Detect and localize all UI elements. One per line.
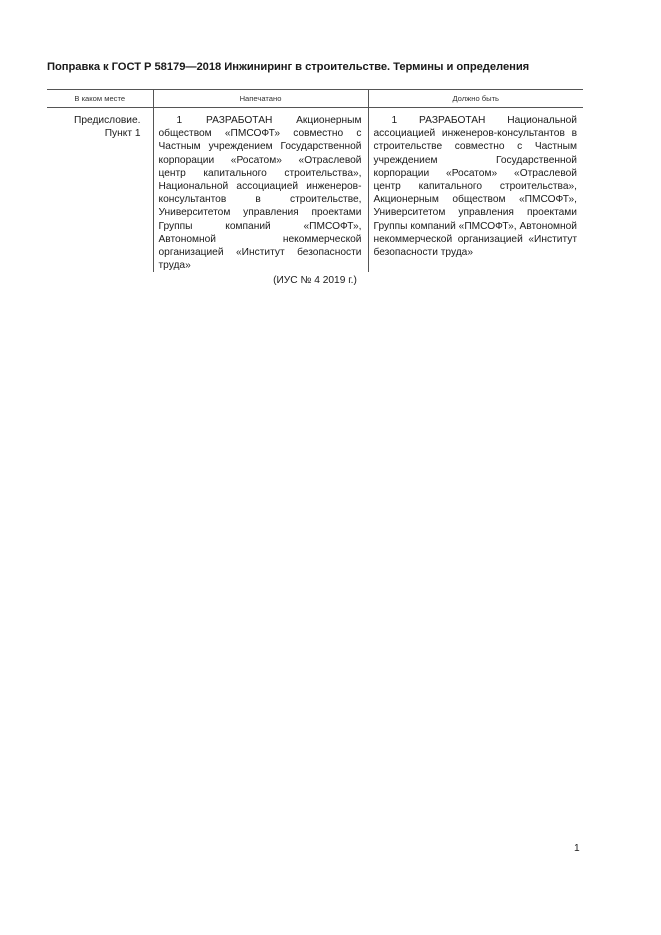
page-number: 1 (574, 843, 580, 854)
column-header-should-be: Должно быть (368, 90, 583, 108)
column-header-place: В каком месте (47, 90, 153, 108)
source-note: (ИУС № 4 2019 г.) (273, 275, 357, 286)
place-line-1: Предисловие. (74, 115, 141, 126)
cell-place (47, 108, 153, 273)
page-title: Поправка к ГОСТ Р 58179—2018 Инжиниринг в строительстве. Термины и определения (47, 61, 530, 73)
should-be-text: 1 РАЗРАБОТАН Национальной ассоциацией инженеров-консультантов в строительстве совместно с Частным учреждением Государственной корпорации «Росатом» «Отраслевой центр капитального строительства», Акционерным обществом «ПМСОФТ», Университетом управления проектами Группы компаний «ПМСОФТ», Автономной некоммерческой организацией «Институт безопасности труда» (373, 115, 577, 259)
cell-printed (153, 108, 368, 273)
cell-should-be (368, 108, 583, 273)
correction-table (47, 89, 583, 272)
table-row (47, 108, 583, 273)
printed-text: 1 РАЗРАБОТАН Акционерным обществом «ПМСОФТ» совместно с Частным учреждением Государственной корпорации «Росатом» «Отраслевой центр капитального строительства», Национальной ассоциацией инженеров-консультантов в строительстве, Университетом управления проектами Группы компаний «ПМСОФТ», Автономной некоммерческой организацией «Институт безопасности труда» (158, 115, 362, 272)
place-line-2: Пункт 1 (104, 128, 141, 140)
column-header-printed: Напечатано (153, 90, 368, 108)
table-header-row (47, 90, 583, 108)
